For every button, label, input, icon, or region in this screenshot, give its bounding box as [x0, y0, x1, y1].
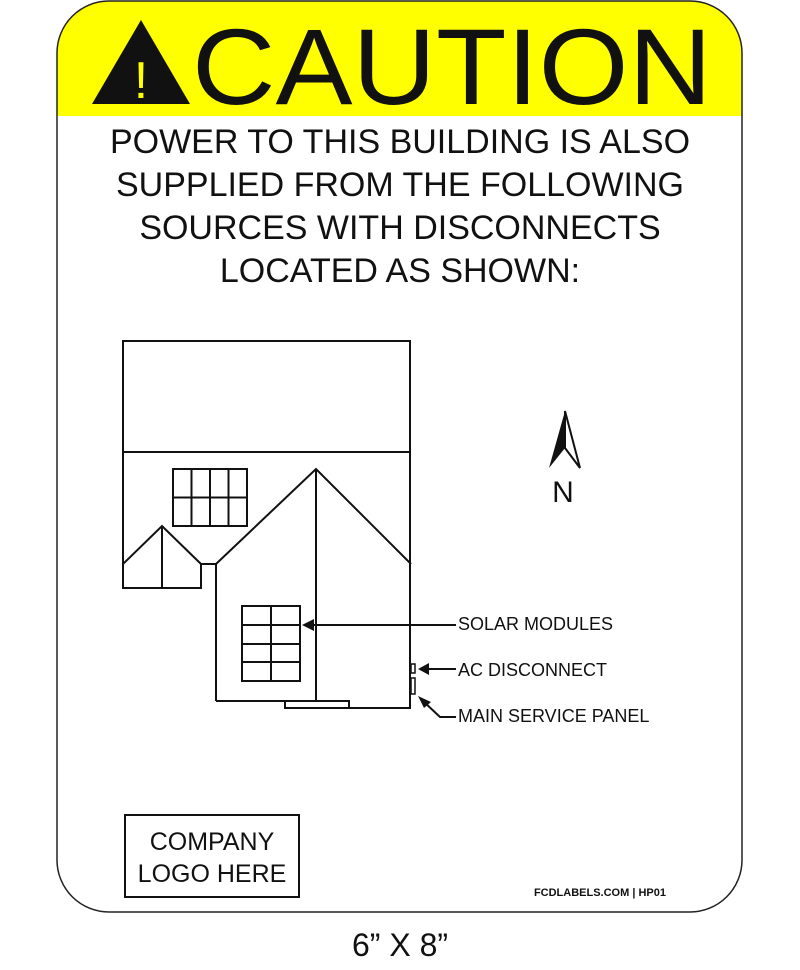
logo-line: LOGO HERE	[137, 860, 287, 888]
message-line: SOURCES WITH DISCONNECTS	[139, 209, 661, 247]
message-line: SUPPLIED FROM THE FOLLOWING	[115, 166, 685, 204]
size-caption: 6” X 8”	[351, 927, 449, 963]
message-line: POWER TO THIS BUILDING IS ALSO	[109, 123, 691, 161]
exclamation-glyph: !	[133, 52, 149, 110]
product-code: FCDLABELS.COM | HP01	[533, 887, 666, 899]
ac-disconnect-label: AC DISCONNECT	[458, 660, 608, 680]
north-label: N	[552, 476, 574, 509]
solar-modules-label: SOLAR MODULES	[458, 614, 614, 634]
caution-title: CAUTION	[192, 6, 712, 127]
main-service-panel-label: MAIN SERVICE PANEL	[458, 706, 650, 726]
message-line: LOCATED AS SHOWN:	[219, 252, 581, 290]
logo-line: COMPANY	[149, 828, 275, 856]
